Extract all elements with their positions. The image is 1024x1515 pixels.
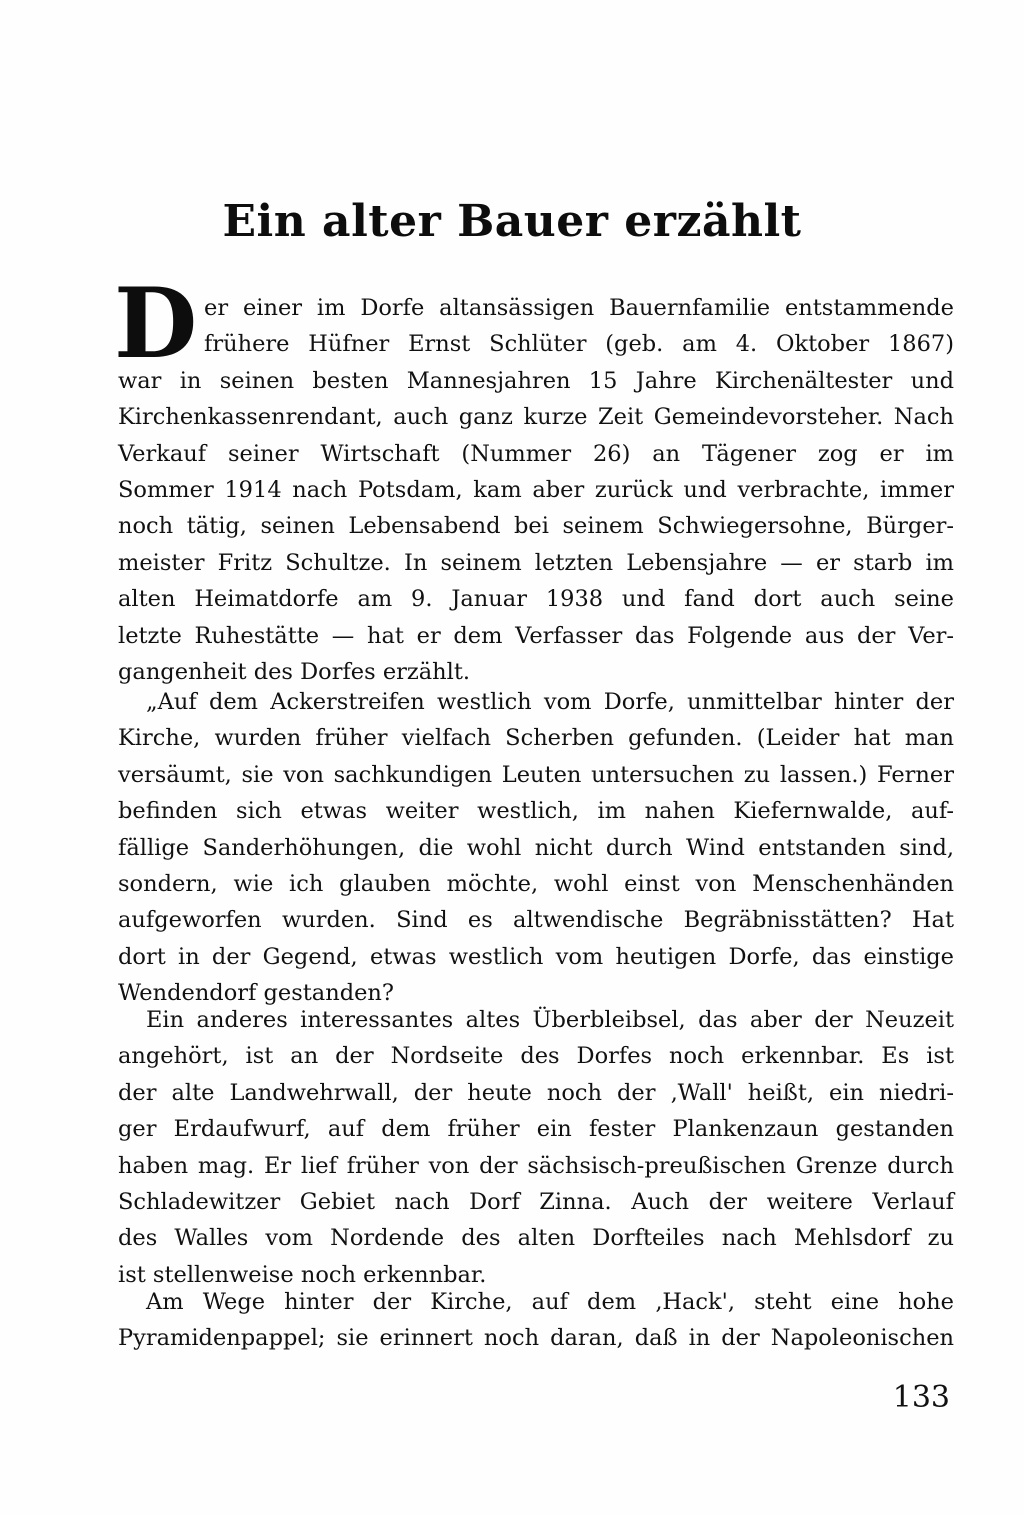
text-line: Kirchenkassenrendant, auch ganz kurze Zeit Gemeindevorsteher. Nach [118,404,954,431]
text-line: er einer im Dorfe altansässigen Bauernfamilie entstammende [204,295,954,321]
text-line: Ein anderes interessantes altes Überbleibsel, das aber der Neuzeit [146,1007,954,1033]
text-line: frühere Hüfner Ernst Schlüter (geb. am 4. Oktober 1867) [204,331,954,358]
page-number: 133 [892,1380,950,1415]
text-line: war in seinen besten Mannesjahren 15 Jahre Kirchenältester und [118,367,954,394]
chapter-title: Ein alter Bauer erzählt [222,196,802,247]
text-line: „Auf dem Ackerstreifen westlich vom Dorfe, unmittelbar hinter der [146,689,954,715]
text-line: meister Fritz Schultze. In seinem letzten Lebensjahre — er starb im [118,549,954,576]
text-line: ger Erdaufwurf, auf dem früher ein fester Plankenzaun gestanden [118,1116,954,1143]
text-line: alten Heimatdorfe am 9. Januar 1938 und fand dort auch seine [118,586,954,613]
text-line: letzte Ruhestätte — hat er dem Verfasser das Folgende aus der Ver- [118,622,954,649]
text-line: des Walles vom Nordende des alten Dorfteiles nach Mehlsdorf zu [118,1225,954,1252]
text-line: aufgeworfen wurden. Sind es altwendische Begräbnisstätten? Hat [118,907,954,934]
text-line: Pyramidenpappel; sie erinnert noch daran, daß in der Napoleonischen [118,1325,954,1352]
drop-cap-initial: D [114,267,198,380]
text-line: noch tätig, seinen Lebensabend bei seinem Schwiegersohne, Bürger- [118,513,954,540]
text-line: gangenheit des Dorfes erzählt. [118,658,471,685]
text-line: fällige Sanderhöhungen, die wohl nicht durch Wind entstanden sind, [118,834,954,861]
text-line: Wendendorf gestanden? [118,980,394,1007]
text-line: befinden sich etwas weiter westlich, im nahen Kiefernwalde, auf- [118,798,954,825]
text-line: angehört, ist an der Nordseite des Dorfes noch erkennbar. Es ist [118,1043,954,1070]
text-line: dort in der Gegend, etwas westlich vom heutigen Dorfe, das einstige [118,943,954,970]
text-line: der alte Landwehrwall, der heute noch der ‚Wall' heißt, ein niedri- [118,1079,954,1106]
text-line: sondern, wie ich glauben möchte, wohl einst von Menschenhänden [118,870,954,897]
text-line: versäumt, sie von sachkundigen Leuten untersuchen zu lassen.) Ferner [118,761,954,788]
text-line: Kirche, wurden früher vielfach Scherben gefunden. (Leider hat man [118,725,954,752]
paragraph-3 [118,1002,954,1293]
text-line: ist stellenweise noch erkennbar. [118,1261,487,1288]
paragraph-1 [118,290,954,690]
paragraph-4 [118,1284,954,1357]
text-line: Schladewitzer Gebiet nach Dorf Zinna. Auch der weitere Verlauf [118,1188,954,1215]
text-line: Verkauf seiner Wirtschaft (Nummer 26) an Tägener zog er im [118,440,954,467]
text-line: Am Wege hinter der Kirche, auf dem ‚Hack', steht eine hohe [146,1289,954,1315]
text-line: haben mag. Er lief früher von der sächsisch-preußischen Grenze durch [118,1152,954,1179]
text-line: Sommer 1914 nach Potsdam, kam aber zurück und verbrachte, immer [118,476,954,503]
paragraph-2 [118,684,954,1012]
